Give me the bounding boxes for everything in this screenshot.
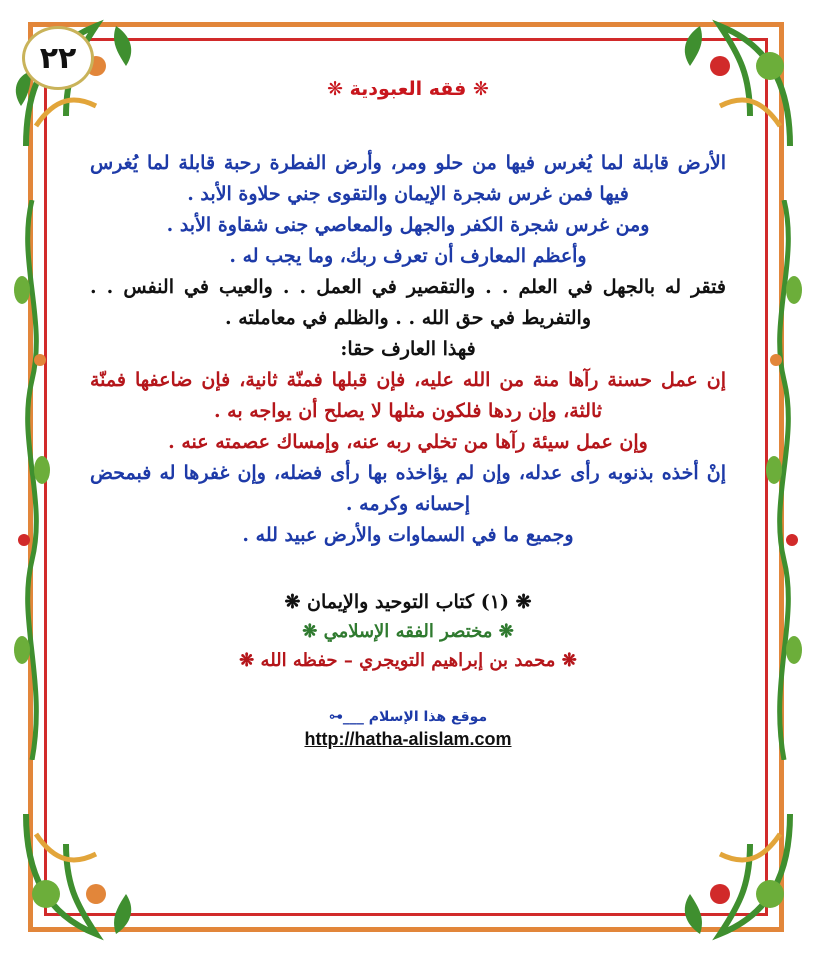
star-ornament-icon: ❋ xyxy=(498,621,514,642)
paragraph: فتقر له بالجهل في العلم . . والتقصير في العمل . . والعيب في النفس . . والتفريط في حق الله . . والظلم في معاملته . xyxy=(90,276,726,329)
site-label: موقع هذا الإسلام ___⊷ xyxy=(328,709,488,725)
paragraph: وأعظم المعارف أن تعرف ربك، وما يجب له . xyxy=(229,245,587,267)
author-text: محمد بن إبراهيم التويجري – حفظه الله xyxy=(260,650,556,671)
main-content xyxy=(80,70,736,750)
section-heading xyxy=(80,78,736,118)
chapter-title xyxy=(80,591,736,613)
vine-ornament xyxy=(764,200,804,760)
star-ornament-icon: ❋ xyxy=(302,621,318,642)
paragraph: ومن غرس شجرة الكفر والجهل والمعاصي جنى شقاوة الأبد . xyxy=(166,214,650,236)
site-url-link[interactable]: http://hatha-alislam.com xyxy=(304,729,512,749)
paragraph: إنْ أخذه بذنوبه رأى عدله، وإن لم يؤاخذه بها رأى فضله، وإن غفرها له فبمحض إحسانه وكرمه . xyxy=(90,462,726,515)
paragraph: الأرض قابلة لما يُغرس فيها من حلو ومر، وأرض الفطرة رحبة قابلة لما يُغرس فيها فمن غرس شجرة الإيمان والتقوى جني حلاوة الأبد . xyxy=(90,152,726,205)
star-ornament-icon: ❋ xyxy=(327,78,344,100)
paragraph: إن عمل حسنة رآها منة من الله عليه، فإن قبلها فمنّة ثانية، فإن ضاعفها فمنّة ثالثة، وإن ردها فلكون مثلها لا يصلح أن يواجه به . xyxy=(90,369,726,422)
star-ornament-icon: ❋ xyxy=(472,78,489,100)
floral-corner-ornament xyxy=(660,804,810,954)
vine-ornament xyxy=(12,200,52,760)
book-text: مختصر الفقه الإسلامي xyxy=(323,621,493,642)
heading-text: فقه العبودية xyxy=(349,78,467,100)
floral-corner-ornament xyxy=(6,804,156,954)
star-ornament-icon: ❋ xyxy=(239,650,255,671)
author-line xyxy=(80,650,736,671)
star-ornament-icon: ❋ xyxy=(515,591,532,613)
page-number: ٢٢ xyxy=(22,26,94,90)
paragraph: فهذا العارف حقا: xyxy=(340,338,476,360)
book-title xyxy=(80,621,736,642)
chapter-text: (١) كتاب التوحيد والإيمان xyxy=(307,591,509,613)
paragraph: وجميع ما في السماوات والأرض عبيد لله . xyxy=(242,524,574,546)
paragraph: وإن عمل سيئة رآها من تخلي ربه عنه، وإمساك عصمته عنه . xyxy=(168,431,648,453)
star-ornament-icon: ❋ xyxy=(561,650,577,671)
star-ornament-icon: ❋ xyxy=(284,591,301,613)
